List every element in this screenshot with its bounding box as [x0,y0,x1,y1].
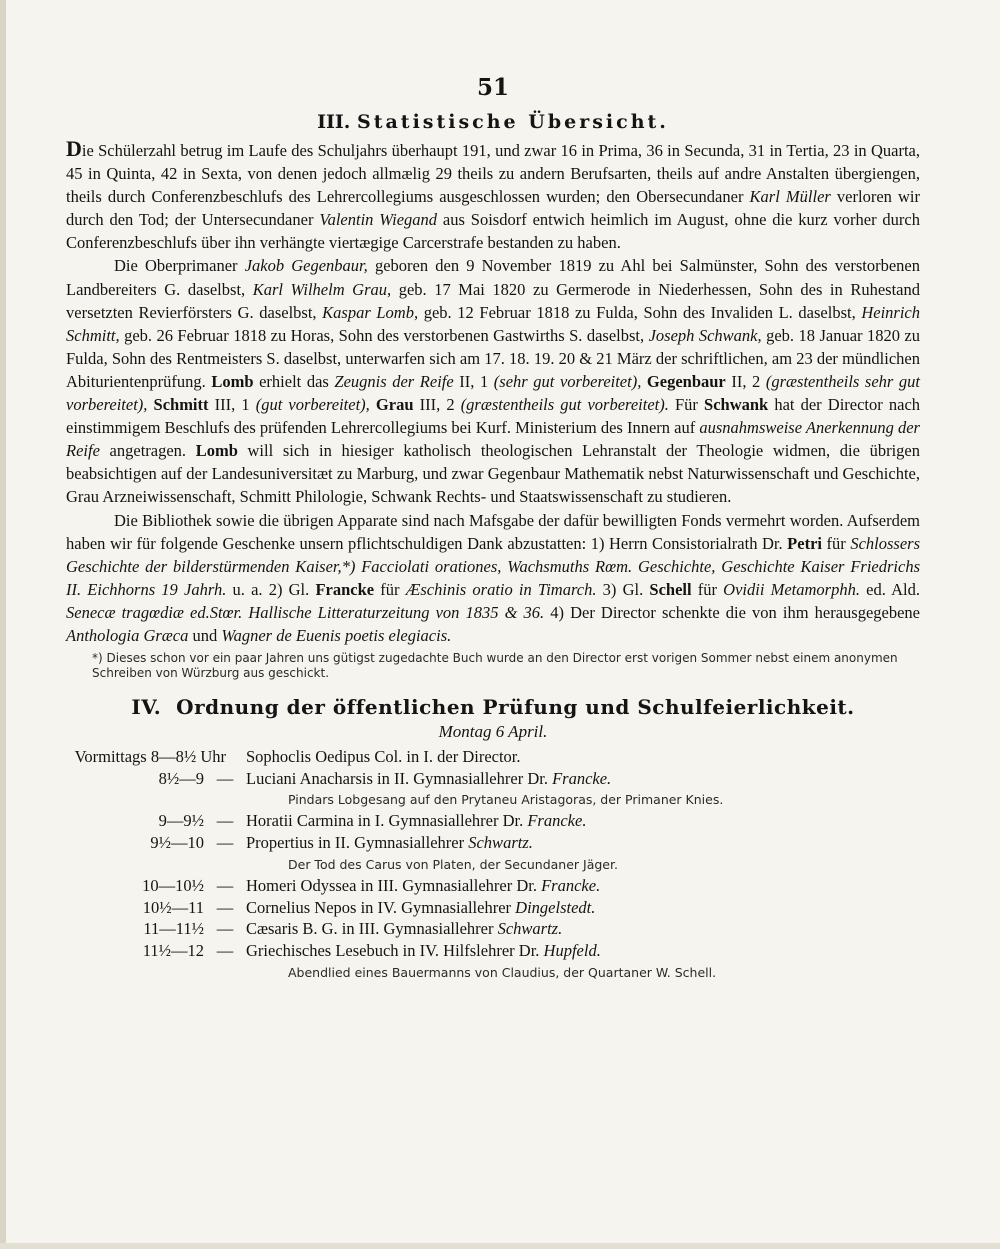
student-name: Jakob Gegenbaur, [244,256,368,276]
schedule-recitation: Der Tod des Carus von Platen, der Secundaner Jäger. [288,856,618,872]
schedule-time: 9—9½ [158,811,204,831]
section-3-body [66,137,920,647]
teacher-name: Francke. [541,875,601,895]
schedule-row [66,940,920,962]
section-4-numeral: IV. [131,695,162,720]
teacher-name: Dingelstedt. [515,897,596,917]
schedule-recitation: Abendlied eines Bauermanns von Claudius, der Quartaner W. Schell. [288,964,717,980]
schedule-dash: — [216,897,234,917]
paragraph-library: Die Bibliothek sowie die übrigen Apparate sind nach Mafsgabe der dafür bewilligten Fonds vermehrt worden. Aufserdem haben wir für folgende Geschenke unsern pflichtschuldigen Dank abzustatten: 1) Herrn Consistorialrath Dr. Petri für Schlossers Geschichte der bilderstürmenden Kaiser,*) Facciolati orationes, Wachsmuths Rœm. Geschichte, Geschichte Kaiser Friedrichs II. Eichhorns 19 Jahrh. u. a. 2) Gl. Francke für Æschinis oratio in Timarch. 3) Gl. Schell für Ovidii Metamorphh. ed. Ald. Senecæ tragœdiæ ed.Stœr. Hallische Litteraturzeitung von 1835 & 36. 4) Der Director schenkte die von ihm herausgegebene Anthologia Græca und Wagner de Euenis poetis elegiacis. [66,510,920,645]
page-number: 51 [476,74,509,101]
schedule-dash: — [216,940,234,960]
section-3-title: Statistische Übersicht. [356,111,669,133]
schedule-row [66,768,920,790]
teacher-name: Hupfeld. [543,940,601,960]
section-3-numeral: III. [317,111,351,133]
schedule-subject: Horatii Carmina in I. Gymnasiallehrer Dr. Francke. [246,811,587,831]
teacher-name: Francke. [552,768,612,788]
schedule-subject: Griechisches Lesebuch in IV. Hilfslehrer Dr. Hupfeld. [246,940,601,960]
student-name: Karl Müller [749,187,831,207]
schedule-row [66,897,920,919]
schedule-dash: — [216,833,234,853]
schedule-recitation: Pindars Lobgesang auf den Prytaneu Aristagoras, der Primaner Knies. [288,792,724,808]
paragraph-student-numbers: Die Schülerzahl betrug im Laufe des Schuljahrs überhaupt 191, und zwar 16 in Prima, 36 in Secunda, 31 in Tertia, 23 in Quarta, 45 in Quinta, 42 in Sexta, von denen jedoch allmælig 29 theils zu andern Berufsarten, theils auf andre Anstalten übergiengen, theils durch Conferenzbeschlufs des Lehrercollegiums ausgeschlossen wurden; den Obersecundaner Karl Müller verloren wir durch den Tod; der Untersecundaner Valentin Wiegand aus Soisdorf entwich heimlich im August, ohne die kurz vorher durch Conferenzbeschlufs über ihn verhängte viertægige Carcerstrafe bestanden zu haben. [66,136,921,253]
schedule-row [66,918,920,940]
schedule-time: 10—10½ [142,875,204,895]
schedule-subject: Homeri Odyssea in III. Gymnasiallehrer Dr. Francke. [246,875,601,895]
page-text-block [66,74,920,983]
student-name: Heinrich Schmitt, [66,302,920,345]
day-heading: Montag 6 April. [438,722,548,742]
teacher-name: Francke. [527,811,587,831]
schedule-subject: Propertius in II. Gymnasiallehrer Schwartz. [246,833,533,853]
schedule-row [66,875,920,897]
section-3-heading [66,111,920,133]
student-name: Karl Wilhelm Grau, [252,279,392,299]
schedule-time: 8½—9 [158,768,204,788]
schedule-dash: — [216,768,234,788]
student-name: Joseph Schwank, [648,325,762,345]
schedule-dash: — [216,811,234,831]
exam-schedule [66,746,920,983]
schedule-row [66,832,920,854]
schedule-time: 11½—12 [142,940,204,960]
schedule-time: 10½—11 [142,897,204,917]
page-bottom-edge [0,1243,1000,1249]
schedule-subject: Cæsaris B. G. in III. Gymnasiallehrer Schwartz. [246,919,563,939]
student-name: Valentin Wiegand [319,210,438,230]
schedule-time: 9½—10 [150,833,204,853]
schedule-dash: — [216,919,234,939]
drop-initial: D [66,136,82,161]
schedule-time: Vormittags 8—8½ Uhr [74,747,226,767]
paragraph-abiturienten: Die Oberprimaner Jakob Gegenbaur, geboren den 9 November 1819 zu Ahl bei Salmünster, Sohn des verstorbenen Landbereiters G. daselbst, Karl Wilhelm Grau, geb. 17 Mai 1820 zu Germerode in Niederhessen, Sohn des in Ruhestand versetzten Revierförsters G. daselbst, Kaspar Lomb, geb. 12 Februar 1818 zu Fulda, Sohn des Invaliden L. daselbst, Heinrich Schmitt, geb. 26 Februar 1818 zu Horas, Sohn des verstorbenen Gastwirths S. daselbst, Joseph Schwank, geb. 18 Januar 1820 zu Fulda, Sohn des Rentmeisters S. daselbst, unterwarfen sich am 17. 18. 19. 20 & 21 März der schriftlichen, am 23 der mündlichen Abiturientenprüfung. Lomb erhielt das Zeugnis der Reife II, 1 (sehr gut vorbereitet), Gegenbaur II, 2 (græstentheils sehr gut vorbereitet), Schmitt III, 1 (gut vorbereitet), Grau III, 2 (græstentheils gut vorbereitet). Für Schwank hat der Director nach einstimmigem Beschlufs des prüfenden Lehrercollegiums bei Kurf. Ministerium des Innern auf ausnahmsweise Anerkennung der Reife angetragen. Lomb will sich in hiesiger katholisch theologischen Lehranstalt der Theologie widmen, die übrigen beabsichtigen auf der Landesuniversitæt zu Marburg, und zwar Gegenbaur Mathematik nebst Naturwissenschaft und Geschichte, Grau Arzneiwissenschaft, Schmitt Philologie, Schwank Rechts- und Staatswissenschaft zu studieren. [66,256,921,507]
teacher-name: Schwartz. [497,919,563,939]
schedule-subject: Sophoclis Oedipus Col. in I. der Director. [246,747,521,767]
schedule-dash [226,746,246,768]
page-edge-shadow [0,0,6,1249]
schedule-subject: Cornelius Nepos in IV. Gymnasiallehrer Dingelstedt. [246,897,596,917]
schedule-row [66,746,920,768]
footnote: *) Dieses schon vor ein paar Jahren uns gütigst zugedachte Buch wurde an den Director erst vorigen Sommer nebst einem anonymen Schreiben von Würzburg aus geschickt. [92,651,898,681]
teacher-name: Schwartz. [468,833,533,853]
schedule-subject: Luciani Anacharsis in II. Gymnasiallehrer Dr. Francke. [246,768,612,788]
section-4-title: Ordnung der öffentlichen Prüfung und Schulfeierlichkeit. [176,695,855,720]
student-name: Kaspar Lomb, [322,302,419,322]
schedule-dash: — [216,875,234,895]
schedule-row [66,810,920,832]
schedule-time: 11—11½ [143,919,204,939]
section-4-heading [66,695,920,719]
